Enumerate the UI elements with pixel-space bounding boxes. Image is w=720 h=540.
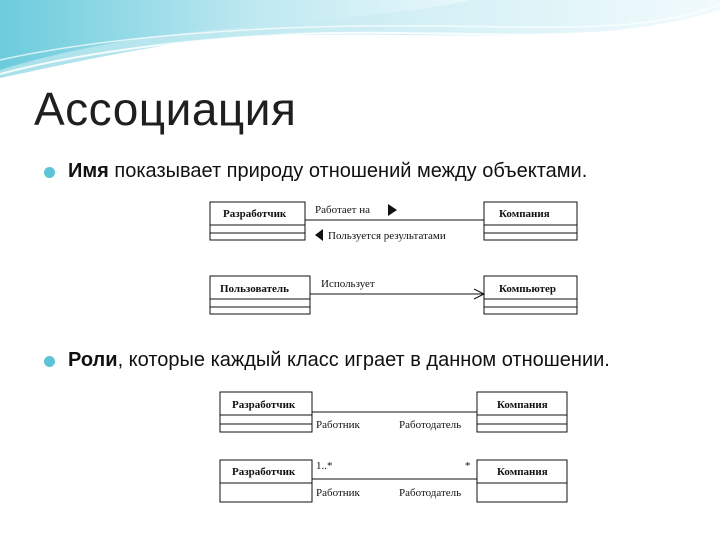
uml-diagram-navigability — [205, 268, 585, 320]
uml-diagram-roles — [215, 388, 575, 438]
uml-diagram-multiplicity — [215, 454, 575, 506]
class-name-left: Разработчик — [232, 399, 296, 411]
class-name-left: Пользователь — [220, 283, 289, 295]
class-name-right: Компания — [497, 466, 548, 478]
bullet-bold-term: Имя — [68, 160, 109, 182]
class-box-left — [210, 276, 310, 314]
multiplicity-left: 1..* — [316, 460, 333, 472]
role-label-right: Работодатель — [399, 419, 462, 431]
bullet-roles — [44, 349, 610, 372]
class-name-right: Компания — [499, 208, 550, 220]
class-name-left: Разработчик — [232, 466, 296, 478]
class-name-left: Разработчик — [223, 208, 287, 220]
bullet-dot-icon — [44, 167, 55, 178]
association-label-bottom: Пользуется результатами — [328, 230, 446, 242]
multiplicity-right: * — [465, 460, 471, 472]
class-box-right — [484, 276, 577, 314]
direction-right-icon — [388, 204, 397, 216]
role-label-left: Работник — [316, 419, 360, 431]
class-name-right: Компания — [497, 399, 548, 411]
bullet-dot-icon — [44, 356, 55, 367]
class-name-right: Компьютер — [499, 283, 557, 295]
association-label: Использует — [321, 278, 375, 290]
bullet-text: показывает природу отношений между объектами. — [108, 160, 588, 182]
bullet-text: , которые каждый класс играет в данном отношении. — [117, 349, 610, 371]
bullet-bold-term: Роли — [68, 349, 118, 371]
direction-left-icon — [315, 229, 323, 241]
association-label-top: Работает на — [315, 204, 370, 216]
role-label-left: Работник — [316, 487, 360, 499]
header-wave-decoration — [0, 0, 720, 90]
bullet-name — [44, 160, 587, 183]
uml-diagram-name-direction — [205, 196, 585, 246]
slide-title: Ассоциация — [34, 83, 297, 135]
class-box-left — [220, 392, 312, 432]
class-box-right — [477, 392, 567, 432]
role-label-right: Работодатель — [399, 487, 462, 499]
